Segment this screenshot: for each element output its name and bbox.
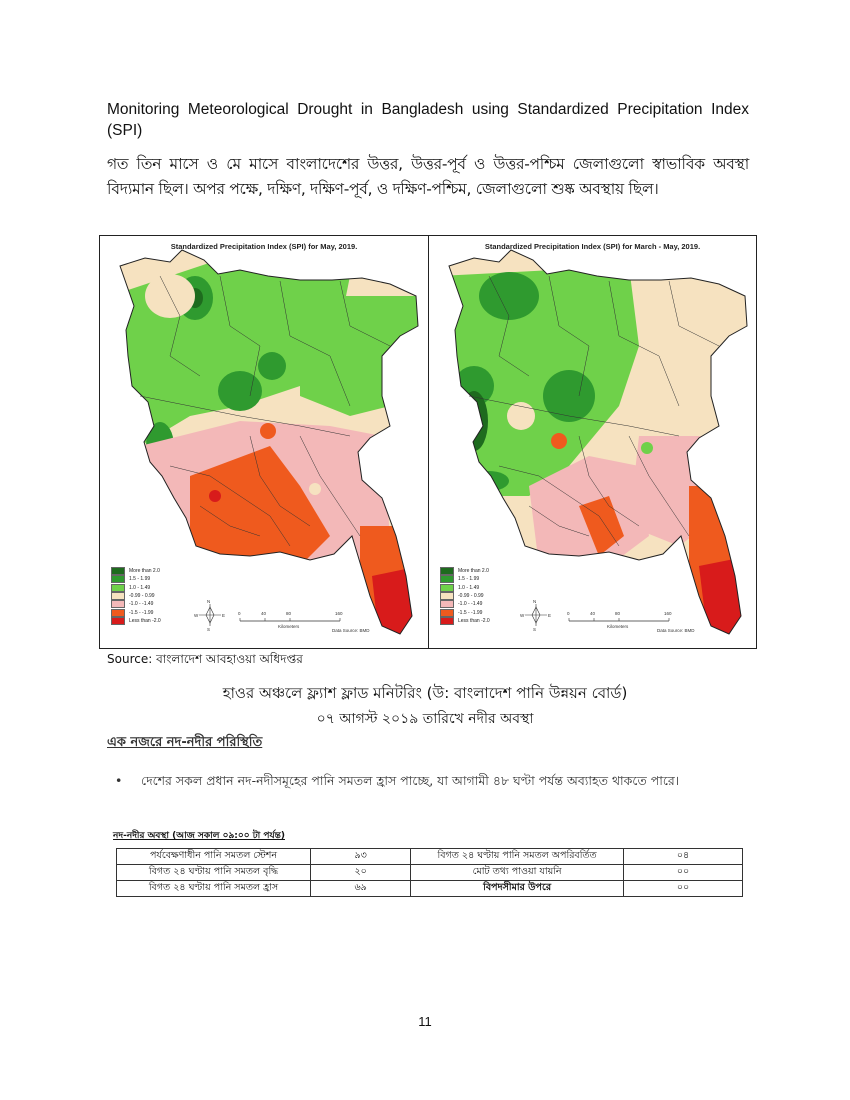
north-label: N <box>207 599 211 604</box>
table-cell: ০০ <box>624 881 743 897</box>
table-row <box>117 865 743 881</box>
south-label: S <box>207 627 211 632</box>
spi-map-march-may-2019 <box>428 236 756 648</box>
legend-row <box>440 567 490 575</box>
legend-swatch <box>440 584 454 592</box>
table-cell: ২০ <box>311 865 411 881</box>
legend-label: 1.0 - 1.49 <box>129 584 151 591</box>
east-label: E <box>548 613 552 618</box>
legend-row <box>111 600 161 608</box>
legend-label: -1.0 - -1.49 <box>458 601 483 608</box>
river-status-table <box>116 848 743 897</box>
legend-row <box>111 575 161 583</box>
table-cell: ৬৯ <box>311 881 411 897</box>
map-legend <box>440 567 490 625</box>
page-number: 11 <box>418 1014 432 1029</box>
legend-swatch <box>111 567 125 575</box>
scale-tick-label: 40 <box>590 611 596 616</box>
legend-label: -0.99 - 0.99 <box>129 593 155 600</box>
legend-label: -1.0 - -1.49 <box>129 601 154 608</box>
legend-swatch <box>440 609 454 617</box>
legend-swatch <box>440 567 454 575</box>
legend-label: -1.5 - -1.99 <box>458 609 483 616</box>
flash-flood-title: হাওর অঞ্চলে ফ্ল্যাশ ফ্লাড মনিটরিং (উ: বাংলাদেশ পানি উন্নয়ন বোর্ড) <box>222 684 628 702</box>
scale-tick-label: 80 <box>615 611 621 616</box>
scale-unit: Kilometers <box>278 624 300 629</box>
table-cell: বিপদসীমার উপরে <box>411 881 624 897</box>
figure-source: Source: বাংলাদেশ আবহাওয়া অধিদপ্তর <box>107 652 303 666</box>
flash-flood-subtitle: ০৭ আগস্ট ২০১৯ তারিখে নদীর অবস্থা <box>316 711 534 727</box>
page-heading: Monitoring Meteorological Drought in Bangladesh using Standardized Precipitation Index (SPI) <box>107 101 749 139</box>
legend-label: Less than -2.0 <box>129 617 161 624</box>
legend-label: 1.0 - 1.49 <box>458 584 480 591</box>
legend-row <box>111 608 161 616</box>
legend-row <box>440 617 490 625</box>
scale-tick-label: 160 <box>335 611 343 616</box>
legend-row <box>440 608 490 616</box>
data-source-label: Data Source: BMD <box>657 628 695 633</box>
legend-label: -1.5 - -1.99 <box>129 609 154 616</box>
legend-label: 1.5 - 1.99 <box>129 576 151 583</box>
legend-label: More than 2.0 <box>458 568 489 575</box>
legend-row <box>111 617 161 625</box>
west-label: W <box>194 613 199 618</box>
table-cell: ০৪ <box>624 849 743 865</box>
legend-swatch <box>111 600 125 608</box>
scale-tick-label: 80 <box>286 611 292 616</box>
legend-swatch <box>440 592 454 600</box>
legend-swatch <box>111 617 125 625</box>
table-cell: মোট তথ্য পাওয়া যায়নি <box>411 865 624 881</box>
legend-label: -0.99 - 0.99 <box>458 593 484 600</box>
legend-label: More than 2.0 <box>129 568 160 575</box>
west-label: W <box>520 613 525 618</box>
legend-swatch <box>440 600 454 608</box>
table-caption: নদ-নদীর অবস্থা (আজ সকাল ০৯:০০ টা পর্যন্ত) <box>113 831 285 841</box>
table-cell: বিগত ২৪ ঘণ্টায় পানি সমতল অপরিবর্তিত <box>411 849 624 865</box>
legend-label: 1.5 - 1.99 <box>458 576 480 583</box>
table-row <box>117 881 743 897</box>
legend-row <box>440 592 490 600</box>
scale-tick-label: 0 <box>238 611 241 616</box>
table-cell: বিগত ২৪ ঘণ্টায় পানি সমতল বৃদ্ধি <box>117 865 311 881</box>
table-cell: বিগত ২৪ ঘণ্টায় পানি সমতল হ্রাস <box>117 881 311 897</box>
north-label: N <box>533 599 537 604</box>
legend-row <box>111 592 161 600</box>
river-glance-heading: এক নজরে নদ-নদীর পরিস্থিতি <box>107 735 263 750</box>
legend-swatch <box>440 575 454 583</box>
table-cell: ৯৩ <box>311 849 411 865</box>
spi-map-may-2019 <box>100 236 428 648</box>
legend-row <box>440 575 490 583</box>
bullet-icon: • <box>115 773 123 788</box>
drought-summary-paragraph: গত তিন মাসে ও মে মাসে বাংলাদেশের উত্তর, উত্তর-পূর্ব ও উত্তর-পশ্চিম জেলাগুলো স্বাভাবিক অবস্থা বিদ্যমান ছিল। অপর পক্ষে, দক্ষিণ, দক্ষিণ-পূর্ব, ও দক্ষিণ-পশ্চিম, জেলাগুলো শুষ্ক অবস্থায় ছিল। <box>107 155 749 198</box>
legend-row <box>440 600 490 608</box>
river-status-bullet <box>115 773 679 793</box>
data-source-label: Data Source: BMD <box>332 628 370 633</box>
scale-unit: Kilometers <box>607 624 629 629</box>
legend-swatch <box>440 617 454 625</box>
scale-tick-label: 160 <box>664 611 672 616</box>
legend-row <box>440 584 490 592</box>
east-label: E <box>222 613 226 618</box>
table-cell: পর্যবেক্ষণাধীন পানি সমতল স্টেশন <box>117 849 311 865</box>
bullet-text: দেশের সকল প্রধান নদ-নদীসমূহের পানি সমতল হ্রাস পাচ্ছে, যা আগামী ৪৮ ঘণ্টা পর্যন্ত অব্যাহত থাকতে পারে। <box>141 773 680 788</box>
map-title-may: Standardized Precipitation Index (SPI) for May, 2019. <box>170 242 358 251</box>
legend-swatch <box>111 609 125 617</box>
legend-swatch <box>111 575 125 583</box>
legend-swatch <box>111 584 125 592</box>
table-row <box>117 849 743 865</box>
legend-row <box>111 584 161 592</box>
table-cell: ০০ <box>624 865 743 881</box>
legend-row <box>111 567 161 575</box>
spi-maps-figure <box>99 235 757 649</box>
legend-label: Less than -2.0 <box>458 617 490 624</box>
south-label: S <box>533 627 537 632</box>
legend-swatch <box>111 592 125 600</box>
map-legend <box>111 567 161 625</box>
scale-tick-label: 0 <box>567 611 570 616</box>
map-title-march-may: Standardized Precipitation Index (SPI) for March - May, 2019. <box>484 242 701 251</box>
scale-tick-label: 40 <box>261 611 267 616</box>
